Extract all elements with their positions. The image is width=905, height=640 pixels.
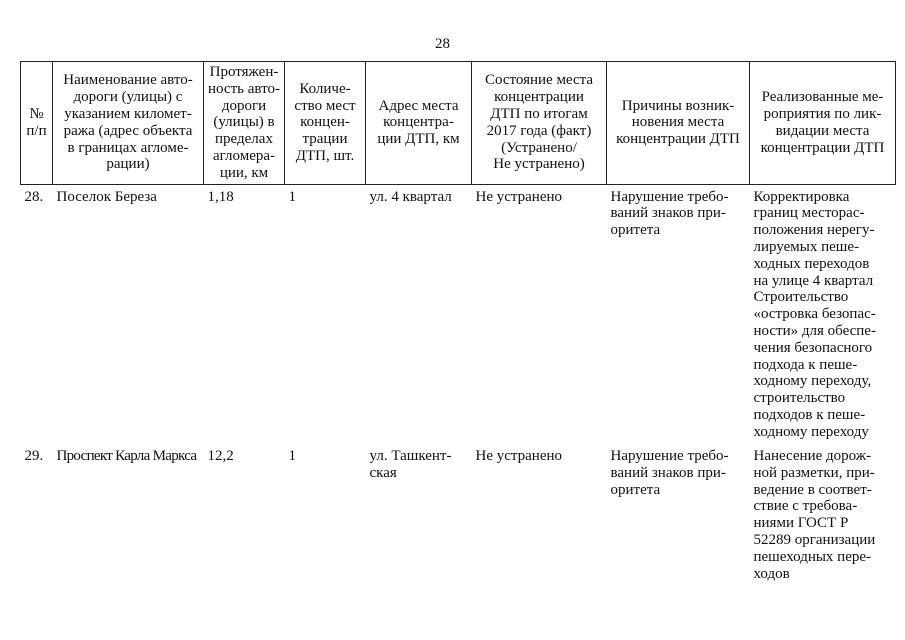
row-road-length: 12,2 bbox=[207, 448, 234, 465]
row-site-status: Не устранено bbox=[475, 448, 563, 465]
header-road-length: Протяжен- ность авто- дороги (улицы) в пределах агломера- ции, км bbox=[204, 62, 285, 185]
row-road-name: Поселок Береза bbox=[56, 188, 157, 205]
row-site-address: ул. Ташкент- ская bbox=[369, 448, 452, 481]
row-site-address: ул. 4 квартал bbox=[369, 188, 452, 205]
row-measures: Нанесение дорож- ной разметки, при- ведение в соответ- ствие с требова- ниями ГОСТ Р 52289 организации пешеходных пере- ходов bbox=[753, 448, 876, 582]
row-causes: Нарушение требо- ваний знаков при- оритета bbox=[610, 188, 729, 239]
row-site-count: 1 bbox=[288, 188, 296, 205]
table-row bbox=[21, 184, 896, 444]
table-row bbox=[21, 444, 896, 582]
header-road-name: Наименование авто- дороги (улицы) с указанием километ- ража (адрес объекта в границах агломе- рации) bbox=[53, 62, 204, 185]
row-site-status: Не устранено bbox=[475, 188, 563, 205]
header-site-address: Адрес места концентра- ции ДТП, км bbox=[366, 62, 472, 185]
row-measures: Корректировка границ месторас- положения нерегу- лируемых пеше- ходных переходов на улице 4 квартал Строительство «островка безопас- ности» для обеспе- чения безопасного подхода к пеше- ходному переходу, строительство подходов к пеше- ходному переходу bbox=[753, 188, 876, 440]
page-number: 28 bbox=[435, 36, 450, 52]
accident-sites-table bbox=[20, 61, 896, 582]
header-site-status: Состояние места концентрации ДТП по итогам 2017 года (факт) (Устранено/ Не устранено) bbox=[472, 62, 607, 185]
row-number: 28. bbox=[24, 188, 44, 205]
row-road-name: Проспект Карла Маркса bbox=[56, 448, 197, 465]
header-measures: Реализованные ме- роприятия по лик- видации места концентрации ДТП bbox=[750, 62, 896, 185]
header-number: № п/п bbox=[21, 62, 53, 185]
header-site-count: Количе- ство мест концен- трации ДТП, шт. bbox=[285, 62, 366, 185]
table-header-row bbox=[21, 62, 896, 185]
row-road-length: 1,18 bbox=[207, 188, 234, 205]
row-causes: Нарушение требо- ваний знаков при- оритета bbox=[610, 448, 729, 498]
row-site-count: 1 bbox=[288, 448, 296, 465]
row-number: 29. bbox=[24, 448, 44, 465]
header-causes: Причины возник- новения места концентрации ДТП bbox=[607, 62, 750, 185]
